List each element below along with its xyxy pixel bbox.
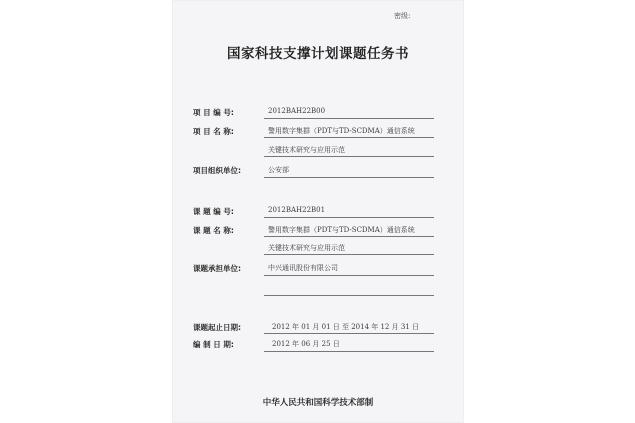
compile-date-underline — [264, 351, 434, 352]
topic-code-label: 课 题 编 号: — [193, 207, 234, 216]
topic-name-label: 课 题 名 称: — [193, 226, 234, 235]
document-page — [172, 0, 464, 423]
project-name-underline-1 — [264, 137, 434, 138]
topic-name-line2: 关键技术研究与应用示范 — [268, 244, 345, 252]
topic-name-underline-1 — [264, 236, 434, 237]
period-underline — [264, 333, 434, 334]
project-code-value: 2012BAH22B00 — [268, 107, 326, 115]
project-code-underline — [264, 118, 434, 119]
project-org-value: 公安部 — [268, 166, 289, 174]
project-org-label: 项目组织单位: — [193, 166, 241, 175]
topic-undertaker-label: 课题承担单位: — [193, 264, 241, 273]
compile-date-label: 编 制 日 期: — [193, 340, 234, 349]
topic-name-underline-2 — [264, 254, 434, 255]
topic-code-value: 2012BAH22B01 — [268, 206, 326, 214]
period-label: 课题起止日期: — [193, 323, 241, 332]
issuer-footer: 中华人民共和国科学技术部制 — [262, 398, 374, 408]
secret-level-label: 密级: — [394, 12, 411, 20]
project-org-underline — [264, 177, 434, 178]
project-name-line2: 关键技术研究与应用示范 — [268, 146, 345, 154]
document-title: 国家科技支撑计划课题任务书 — [227, 46, 409, 62]
topic-code-underline — [264, 217, 434, 218]
project-name-line1: 警用数字集群（PDT与TD-SCDMA）通信系统 — [268, 127, 415, 135]
project-name-underline-2 — [264, 156, 434, 157]
topic-name-line1: 警用数字集群（PDT与TD-SCDMA）通信系统 — [268, 226, 415, 234]
period-value: 2012 年 01 月 01 日 至 2014 年 12 月 31 日 — [272, 323, 419, 331]
project-name-label: 项 目 名 称: — [193, 127, 234, 136]
topic-undertaker-underline-1 — [264, 275, 434, 276]
topic-undertaker-value: 中兴通讯股份有限公司 — [268, 264, 338, 272]
compile-date-value: 2012 年 06 月 25 日 — [272, 340, 340, 348]
project-code-label: 项 目 编 号: — [193, 108, 234, 117]
topic-undertaker-underline-2 — [264, 295, 434, 296]
